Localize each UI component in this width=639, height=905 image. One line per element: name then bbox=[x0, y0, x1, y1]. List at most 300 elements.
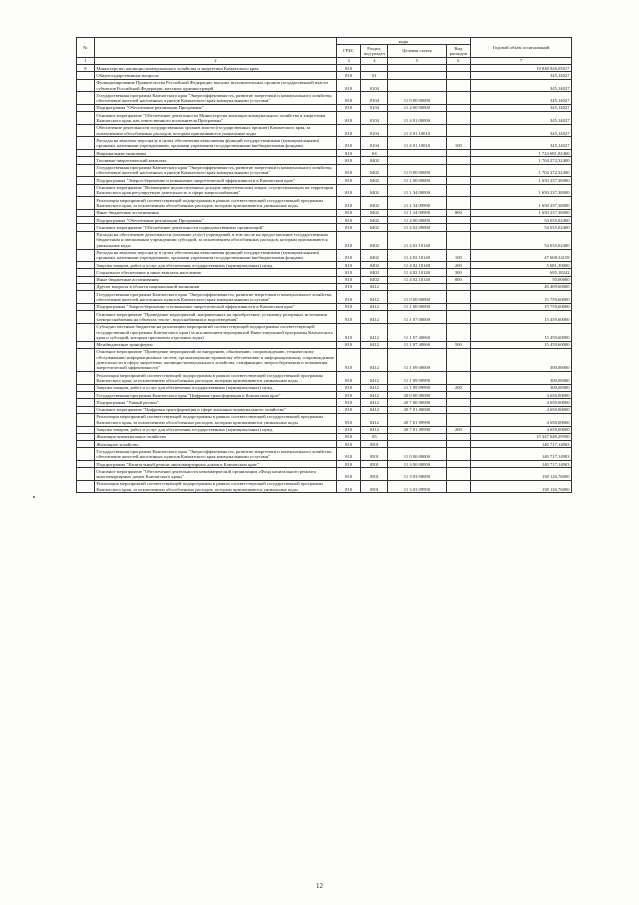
table-row bbox=[77, 406, 572, 413]
cell-name: Подпрограмма "Энергосбережение и повышение энергетической эффективности в Камчатском крае" bbox=[94, 303, 336, 310]
cell-razdel: 0402 bbox=[361, 177, 388, 184]
cell-grbs: 810 bbox=[336, 184, 361, 197]
cell-grbs: 810 bbox=[336, 372, 361, 385]
cell-expense-type: 300 bbox=[446, 269, 471, 276]
cell-grbs: 810 bbox=[336, 269, 361, 276]
cell-num bbox=[77, 341, 95, 348]
cell-razdel: 0402 bbox=[361, 269, 388, 276]
cell-grbs: 810 bbox=[336, 461, 361, 468]
cell-grbs: 810 bbox=[336, 384, 361, 391]
cell-name: Основное мероприятие "Проведение мероприятий по внедрению, обновлению, сопровождению, техническому обслуживанию информационных систем, организационно-правовому обеспечению и информационному сопровождению деятельности в сфере энергетики, жилищно-коммунального хозяйства, газификации, энергосбережения и повышения энергетической эффективности" bbox=[94, 348, 336, 371]
cell-name: Национальная экономика bbox=[94, 150, 336, 157]
cell-amount: 4 650,00000 bbox=[471, 392, 572, 399]
cell-razdel: 0402 bbox=[361, 217, 388, 224]
cell-name: Реализация мероприятий соответствующей подпрограммы в рамках соответствующей государственной программы Камчатского края, за исключением обособленных расходов, которым присваиваются уникальные коды bbox=[94, 372, 336, 385]
cell-target-article: 11 3 03 09990 bbox=[388, 480, 446, 493]
cell-expense-type bbox=[446, 468, 471, 481]
header-cs: Целевая статья bbox=[388, 45, 446, 58]
cell-expense-type bbox=[446, 480, 471, 493]
cell-target-article: 11 1 00 00000 bbox=[388, 177, 446, 184]
cell-amount: 19 048 926,05017 bbox=[471, 65, 572, 72]
cell-name: Основное мероприятие "Цифровая трансформация в сфере жилищно-коммунального хозяйства" bbox=[94, 406, 336, 413]
cell-num bbox=[77, 231, 95, 249]
cell-razdel: 0402 bbox=[361, 276, 388, 283]
cell-num bbox=[77, 283, 95, 290]
cell-target-article bbox=[388, 79, 446, 92]
table-row bbox=[77, 283, 572, 290]
table-row bbox=[77, 157, 572, 164]
cell-target-article bbox=[388, 157, 446, 164]
table-row bbox=[77, 184, 572, 197]
cell-grbs: 810 bbox=[336, 137, 361, 150]
table-row bbox=[77, 249, 572, 262]
table-row bbox=[77, 92, 572, 105]
cell-name: Закупка товаров, работ и услуг для обеспечения государственных (муниципальных) нужд bbox=[94, 384, 336, 391]
cell-num bbox=[77, 197, 95, 210]
cell-expense-type: 100 bbox=[446, 249, 471, 262]
cell-razdel: 0501 bbox=[361, 480, 388, 493]
table-row bbox=[77, 209, 572, 216]
cell-expense-type bbox=[446, 164, 471, 177]
cell-name: Расходы на обеспечение деятельности (оказание услуг) учреждений, в том числе на предоставление государственным бюджетным и автономным учреждениям субсидий, за исключением обособленных расходов, которым присваиваются уникальные коды bbox=[94, 231, 336, 249]
table-row bbox=[77, 112, 572, 125]
cell-target-article: 11 1 34 09990 bbox=[388, 209, 446, 216]
cell-grbs: 810 bbox=[336, 209, 361, 216]
cell-amount: 1 650 237,30000 bbox=[471, 209, 572, 216]
column-number: 1 bbox=[77, 57, 95, 64]
cell-name: Реализация мероприятий соответствующей подпрограммы в рамках соответствующей государственной программы Камчатского края, за исключением обособленных расходов, которым присваиваются уникальные коды bbox=[94, 197, 336, 210]
cell-grbs: 810 bbox=[336, 406, 361, 413]
cell-expense-type bbox=[446, 283, 471, 290]
table-row bbox=[77, 104, 572, 111]
cell-grbs: 810 bbox=[336, 164, 361, 177]
cell-amount: 138 126,76000 bbox=[471, 468, 572, 481]
table-row bbox=[77, 480, 572, 493]
cell-target-article: 11 4 02 10140 bbox=[388, 231, 446, 249]
cell-amount: 345,14027 bbox=[471, 137, 572, 150]
cell-expense-type bbox=[446, 392, 471, 399]
column-number: 6 bbox=[446, 57, 471, 64]
cell-razdel: 0104 bbox=[361, 79, 388, 92]
cell-num bbox=[77, 249, 95, 262]
cell-grbs: 810 bbox=[336, 399, 361, 406]
cell-grbs: 810 bbox=[336, 291, 361, 304]
cell-amount: 54 035,02400 bbox=[471, 217, 572, 224]
cell-expense-type: 100 bbox=[446, 137, 471, 150]
cell-target-article bbox=[388, 441, 446, 448]
cell-razdel: 0402 bbox=[361, 249, 388, 262]
cell-razdel: 0104 bbox=[361, 124, 388, 137]
column-numbers-row bbox=[77, 57, 572, 64]
cell-num bbox=[77, 209, 95, 216]
cell-name: Министерство жилищно-коммунального хозяйства и энергетики Камчатского края bbox=[94, 65, 336, 72]
cell-amount: 140 717,14903 bbox=[471, 448, 572, 461]
cell-target-article bbox=[388, 150, 446, 157]
cell-num bbox=[77, 177, 95, 184]
cell-expense-type bbox=[446, 177, 471, 184]
header-grbs: ГРБС bbox=[336, 45, 361, 58]
cell-razdel: 01 bbox=[361, 72, 388, 79]
table-row bbox=[77, 448, 572, 461]
cell-num bbox=[77, 441, 95, 448]
cell-name: Подпрограмма "Умный регион" bbox=[94, 399, 336, 406]
cell-target-article: 11 1 09 09990 bbox=[388, 384, 446, 391]
cell-expense-type bbox=[446, 224, 471, 231]
cell-target-article: 11 1 34 09990 bbox=[388, 197, 446, 210]
cell-num bbox=[77, 303, 95, 310]
cell-target-article: 11 1 07 00000 bbox=[388, 311, 446, 324]
cell-grbs: 810 bbox=[336, 157, 361, 164]
cell-name: Государственная программа Камчатского края "Энергоэффективность, развитие энергетики и коммунального хозяйства, обеспечение жителей населенных пунктов Камчатского края коммунальными услугами" bbox=[94, 92, 336, 105]
cell-num bbox=[77, 384, 95, 391]
table-row bbox=[77, 341, 572, 348]
cell-expense-type: 800 bbox=[446, 276, 471, 283]
cell-grbs: 810 bbox=[336, 197, 361, 210]
cell-razdel: 0412 bbox=[361, 413, 388, 426]
table-row bbox=[77, 224, 572, 231]
cell-amount: 15 459,60000 bbox=[471, 323, 572, 341]
cell-name: Общегосударственные вопросы bbox=[94, 72, 336, 79]
header-razdel: Раздел, под-раздел bbox=[361, 45, 388, 58]
cell-target-article: 11 4 02 00000 bbox=[388, 224, 446, 231]
cell-grbs: 810 bbox=[336, 79, 361, 92]
cell-name: Основное мероприятие "Обеспечение деятельности подведомственных организаций" bbox=[94, 224, 336, 231]
cell-amount: 54 035,02400 bbox=[471, 224, 572, 231]
cell-name: Реализация мероприятий соответствующей подпрограммы в рамках соответствующей государственной программы Камчатского края, за исключением обособленных расходов, которым присваиваются уникальные коды bbox=[94, 413, 336, 426]
cell-target-article bbox=[388, 72, 446, 79]
table-row bbox=[77, 461, 572, 468]
cell-target-article: 11 1 34 00000 bbox=[388, 184, 446, 197]
header-vr: Вид расходов bbox=[446, 45, 471, 58]
cell-num bbox=[77, 224, 95, 231]
cell-razdel: 0412 bbox=[361, 406, 388, 413]
cell-target-article: 20 7 01 09990 bbox=[388, 413, 446, 426]
cell-amount: 15 459,60000 bbox=[471, 341, 572, 348]
table-row bbox=[77, 441, 572, 448]
page-number: 12 bbox=[316, 882, 323, 890]
budget-table bbox=[76, 37, 572, 493]
cell-amount: 345,14027 bbox=[471, 72, 572, 79]
cell-amount: 345,14027 bbox=[471, 112, 572, 125]
table-row bbox=[77, 164, 572, 177]
cell-grbs: 810 bbox=[336, 341, 361, 348]
cell-target-article: 20 7 01 00000 bbox=[388, 406, 446, 413]
cell-name: Основное мероприятие "Обеспечение деятельности некоммерческой организации «Фонд капитального ремонта многоквартирных домов Камчатского края»" bbox=[94, 468, 336, 481]
cell-amount: 15 459,60000 bbox=[471, 311, 572, 324]
table-row bbox=[77, 197, 572, 210]
cell-grbs: 810 bbox=[336, 468, 361, 481]
cell-amount: 300,00000 bbox=[471, 372, 572, 385]
cell-razdel: 0412 bbox=[361, 311, 388, 324]
table-row bbox=[77, 323, 572, 341]
cell-num bbox=[77, 433, 95, 440]
cell-grbs: 810 bbox=[336, 72, 361, 79]
cell-target-article: 11 4 02 10140 bbox=[388, 249, 446, 262]
cell-razdel: 0412 bbox=[361, 341, 388, 348]
cell-target-article: 11 0 00 00000 bbox=[388, 164, 446, 177]
cell-amount: 1 650 237,30000 bbox=[471, 184, 572, 197]
cell-name: Основное мероприятие "Проведение мероприятий, направленных на приобретение, установку резервных источников электроснабжения на объектах тепло-, водоснабжения и водоотведения" bbox=[94, 311, 336, 324]
cell-grbs: 810 bbox=[336, 124, 361, 137]
cell-amount: 140 717,14903 bbox=[471, 441, 572, 448]
cell-name: Государственная программа Камчатского края "Цифровая трансформация в Камчатском крае" bbox=[94, 392, 336, 399]
table-row bbox=[77, 217, 572, 224]
table-row bbox=[77, 426, 572, 433]
table-row bbox=[77, 399, 572, 406]
cell-amount: 1 650 237,30000 bbox=[471, 177, 572, 184]
cell-expense-type bbox=[446, 399, 471, 406]
cell-razdel: 0402 bbox=[361, 197, 388, 210]
cell-target-article bbox=[388, 65, 446, 72]
table-row bbox=[77, 413, 572, 426]
cell-grbs: 810 bbox=[336, 448, 361, 461]
cell-num bbox=[77, 399, 95, 406]
cell-name: Другие вопросы в области национальной экономики bbox=[94, 283, 336, 290]
table-row bbox=[77, 303, 572, 310]
cell-target-article: 20 0 00 00000 bbox=[388, 392, 446, 399]
cell-num bbox=[77, 468, 95, 481]
cell-num bbox=[77, 164, 95, 177]
table-row bbox=[77, 65, 572, 72]
cell-grbs: 810 bbox=[336, 150, 361, 157]
cell-expense-type bbox=[446, 323, 471, 341]
column-number: 2 bbox=[94, 57, 336, 64]
cell-amount: 15 347 649,29590 bbox=[471, 433, 572, 440]
table-row bbox=[77, 79, 572, 92]
cell-razdel: 0402 bbox=[361, 224, 388, 231]
cell-num bbox=[77, 137, 95, 150]
cell-razdel: 0412 bbox=[361, 348, 388, 371]
cell-num bbox=[77, 217, 95, 224]
cell-target-article: 20 7 00 00000 bbox=[388, 399, 446, 406]
cell-amount: 4 650,00000 bbox=[471, 426, 572, 433]
header-codes: коды bbox=[336, 38, 470, 45]
cell-razdel: 0402 bbox=[361, 231, 388, 249]
cell-num bbox=[77, 124, 95, 137]
cell-razdel: 0412 bbox=[361, 399, 388, 406]
cell-target-article: 11 4 00 00000 bbox=[388, 217, 446, 224]
cell-name: Государственная программа Камчатского края "Энергоэффективность, развитие энергетики и коммунального хозяйства, обеспечение жителей населенных пунктов Камчатского края коммунальными услугами" bbox=[94, 164, 336, 177]
header-name bbox=[94, 38, 336, 58]
table-row bbox=[77, 72, 572, 79]
cell-num bbox=[77, 150, 95, 157]
cell-name: Подпрограмма "Обеспечение реализации Программы" bbox=[94, 104, 336, 111]
cell-amount: 300,00000 bbox=[471, 384, 572, 391]
cell-razdel: 05 bbox=[361, 433, 388, 440]
cell-amount: 5 681,30000 bbox=[471, 262, 572, 269]
cell-amount: 345,14027 bbox=[471, 79, 572, 92]
cell-razdel: 0412 bbox=[361, 303, 388, 310]
cell-target-article: 11 0 00 00000 bbox=[388, 291, 446, 304]
cell-expense-type: 500 bbox=[446, 341, 471, 348]
cell-amount: 345,14027 bbox=[471, 104, 572, 111]
cell-amount: 4 650,00000 bbox=[471, 399, 572, 406]
table-row bbox=[77, 392, 572, 399]
cell-name: Государственная программа Камчатского края "Энергоэффективность, развитие энергетики и коммунального хозяйства, обеспечение жителей населенных пунктов Камчатского края коммунальными услугами" bbox=[94, 291, 336, 304]
cell-expense-type: 200 bbox=[446, 426, 471, 433]
cell-expense-type bbox=[446, 112, 471, 125]
table-row bbox=[77, 372, 572, 385]
cell-name: Расходы на выплаты персоналу в целях обеспечения выполнения функций государственными (муниципальными) органами, казенными учреждениями, органами управления государственными внебюджетными фондами bbox=[94, 249, 336, 262]
cell-name: Межбюджетные трансферты bbox=[94, 341, 336, 348]
cell-target-article: 11 4 01 00000 bbox=[388, 112, 446, 125]
cell-expense-type bbox=[446, 92, 471, 105]
cell-num bbox=[77, 72, 95, 79]
cell-grbs: 810 bbox=[336, 413, 361, 426]
cell-target-article: 11 4 02 10140 bbox=[388, 262, 446, 269]
cell-name: Расходы на выплаты персоналу в целях обеспечения выполнения функций государственными (муниципальными) органами, казенными учреждениями, органами управления государственными внебюджетными фондами bbox=[94, 137, 336, 150]
cell-expense-type bbox=[446, 448, 471, 461]
cell-name: Закупка товаров, работ и услуг для обеспечения государственных (муниципальных) нужд bbox=[94, 262, 336, 269]
cell-name: Подпрограмма "Обеспечение реализации Программы" bbox=[94, 217, 336, 224]
cell-amount: 50,00000 bbox=[471, 276, 572, 283]
cell-num bbox=[77, 372, 95, 385]
cell-grbs: 810 bbox=[336, 392, 361, 399]
cell-grbs: 810 bbox=[336, 92, 361, 105]
cell-target-article: 11 3 03 00000 bbox=[388, 468, 446, 481]
cell-expense-type bbox=[446, 197, 471, 210]
cell-razdel: 0104 bbox=[361, 92, 388, 105]
cell-expense-type bbox=[446, 231, 471, 249]
cell-expense-type bbox=[446, 311, 471, 324]
cell-razdel: 04 bbox=[361, 150, 388, 157]
cell-expense-type bbox=[446, 124, 471, 137]
table-row bbox=[77, 291, 572, 304]
cell-target-article: 11 4 02 10140 bbox=[388, 269, 446, 276]
cell-razdel: 0412 bbox=[361, 283, 388, 290]
cell-amount: 300,00000 bbox=[471, 348, 572, 371]
cell-grbs: 810 bbox=[336, 276, 361, 283]
header-amount: Годовой объём ассигнований bbox=[471, 38, 572, 58]
cell-name: Государственная программа Камчатского края "Энергоэффективность, развитие энергетики и коммунального хозяйства, обеспечение жителей населенных пунктов Камчатского края коммунальными услугами" bbox=[94, 448, 336, 461]
cell-target-article: 11 1 09 09990 bbox=[388, 372, 446, 385]
cell-num bbox=[77, 323, 95, 341]
cell-grbs: 810 bbox=[336, 231, 361, 249]
cell-name: Топливно-энергетический комплекс bbox=[94, 157, 336, 164]
cell-razdel: 0412 bbox=[361, 323, 388, 341]
scan-speck bbox=[33, 496, 35, 498]
cell-razdel: 0501 bbox=[361, 441, 388, 448]
cell-amount: 1 704 272,32400 bbox=[471, 157, 572, 164]
cell-expense-type bbox=[446, 348, 471, 371]
cell-name: Функционирование Правительства Российской Федерации, высших исполнительных органов государственной власти субъектов Российской Федерации, местных администраций bbox=[94, 79, 336, 92]
cell-num bbox=[77, 262, 95, 269]
cell-grbs: 810 bbox=[336, 104, 361, 111]
cell-name: Подпрограмма "Капитальный ремонт многоквартирных домов в Камчатском крае" bbox=[94, 461, 336, 468]
cell-razdel: 0104 bbox=[361, 104, 388, 111]
cell-num bbox=[77, 426, 95, 433]
cell-expense-type bbox=[446, 104, 471, 111]
cell-name: Иные бюджетные ассигнования bbox=[94, 209, 336, 216]
cell-amount: 1 724 681,92400 bbox=[471, 150, 572, 157]
cell-razdel: 0501 bbox=[361, 448, 388, 461]
cell-name: Жилищно-коммунальное хозяйство bbox=[94, 433, 336, 440]
cell-target-article: 11 1 07 40060 bbox=[388, 341, 446, 348]
cell-grbs: 810 bbox=[336, 217, 361, 224]
cell-name: Обеспечение деятельности государственных органов власти (государственных органов) Камчатского края, за исключением обособленных расходов, которым присваиваются уникальные коды bbox=[94, 124, 336, 137]
cell-target-article: 11 3 00 00000 bbox=[388, 461, 446, 468]
cell-target-article bbox=[388, 433, 446, 440]
cell-razdel: 0104 bbox=[361, 137, 388, 150]
cell-razdel: 0402 bbox=[361, 157, 388, 164]
cell-expense-type bbox=[446, 303, 471, 310]
cell-amount: 4 650,00000 bbox=[471, 406, 572, 413]
cell-num bbox=[77, 461, 95, 468]
cell-expense-type bbox=[446, 413, 471, 426]
cell-num bbox=[77, 413, 95, 426]
cell-razdel: 0412 bbox=[361, 291, 388, 304]
column-number: 7 bbox=[471, 57, 572, 64]
cell-amount: 54 035,02400 bbox=[471, 231, 572, 249]
table-header bbox=[77, 38, 572, 65]
cell-razdel: 0412 bbox=[361, 392, 388, 399]
cell-amount: 140 717,14903 bbox=[471, 461, 572, 468]
cell-grbs: 810 bbox=[336, 283, 361, 290]
table-row bbox=[77, 384, 572, 391]
cell-amount: 1 650 237,30000 bbox=[471, 197, 572, 210]
cell-razdel: 0412 bbox=[361, 426, 388, 433]
cell-amount: 695,18242 bbox=[471, 269, 572, 276]
cell-grbs: 810 bbox=[336, 112, 361, 125]
table-row bbox=[77, 269, 572, 276]
header-num: № bbox=[77, 38, 95, 58]
cell-grbs: 810 bbox=[336, 323, 361, 341]
cell-amount: 15 759,60000 bbox=[471, 303, 572, 310]
cell-expense-type: 200 bbox=[446, 384, 471, 391]
cell-target-article: 11 0 00 00000 bbox=[388, 92, 446, 105]
cell-name: Иные бюджетные ассигнования bbox=[94, 276, 336, 283]
cell-grbs: 810 bbox=[336, 65, 361, 72]
cell-amount: 138 126,76000 bbox=[471, 480, 572, 493]
cell-target-article: 11 1 09 00000 bbox=[388, 348, 446, 371]
table-row bbox=[77, 348, 572, 371]
cell-grbs: 810 bbox=[336, 224, 361, 231]
cell-expense-type bbox=[446, 150, 471, 157]
table-row bbox=[77, 231, 572, 249]
cell-expense-type bbox=[446, 461, 471, 468]
cell-num bbox=[77, 276, 95, 283]
cell-amount: 4 650,00000 bbox=[471, 413, 572, 426]
cell-num bbox=[77, 311, 95, 324]
cell-num bbox=[77, 406, 95, 413]
cell-name: Реализация мероприятий соответствующей подпрограммы в рамках соответствующей государственной программы Камчатского края, за исключением обособленных расходов, которым присваиваются уникальные коды bbox=[94, 480, 336, 493]
cell-amount: 1 704 272,32400 bbox=[471, 164, 572, 177]
cell-grbs: 810 bbox=[336, 480, 361, 493]
cell-num bbox=[77, 348, 95, 371]
cell-num bbox=[77, 79, 95, 92]
cell-grbs: 810 bbox=[336, 426, 361, 433]
cell-grbs: 810 bbox=[336, 433, 361, 440]
cell-target-article: 11 4 01 10010 bbox=[388, 137, 446, 150]
cell-grbs: 810 bbox=[336, 311, 361, 324]
table-row bbox=[77, 468, 572, 481]
cell-name: Субсидии местным бюджетам на реализацию мероприятий соответствующей подпрограммы соответствующей государственной программы Камчатского края (за исключением мероприятий Инвестиционной программы Камчатского края и субсидий, которым присвоены отдельные коды) bbox=[94, 323, 336, 341]
column-number: 4 bbox=[361, 57, 388, 64]
cell-razdel: 0402 bbox=[361, 209, 388, 216]
cell-target-article bbox=[388, 283, 446, 290]
cell-razdel: 0501 bbox=[361, 461, 388, 468]
cell-razdel: 0402 bbox=[361, 262, 388, 269]
cell-target-article: 11 4 00 00000 bbox=[388, 104, 446, 111]
table-row bbox=[77, 276, 572, 283]
cell-num bbox=[77, 269, 95, 276]
table-row bbox=[77, 433, 572, 440]
cell-num bbox=[77, 104, 95, 111]
cell-expense-type: 800 bbox=[446, 209, 471, 216]
cell-razdel bbox=[361, 65, 388, 72]
cell-num bbox=[77, 157, 95, 164]
cell-razdel: 0412 bbox=[361, 372, 388, 385]
